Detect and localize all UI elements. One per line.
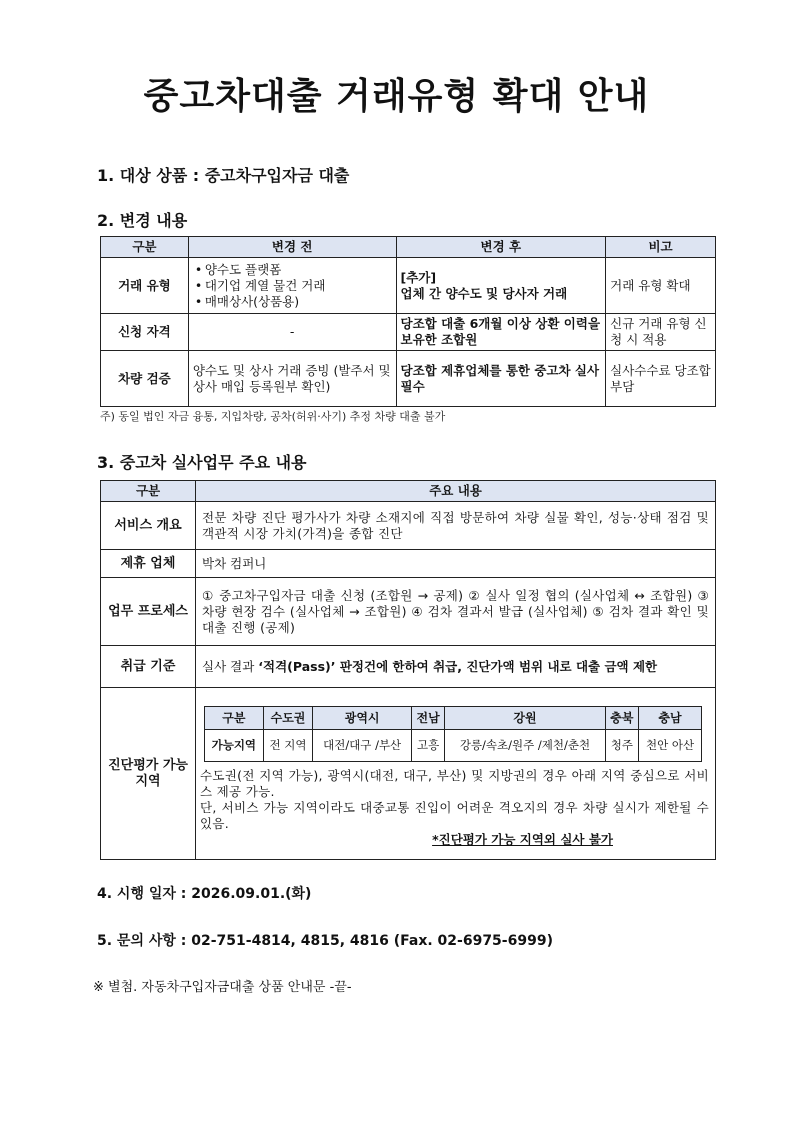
row-label-service: 서비스 개요 xyxy=(101,502,196,550)
header-content: 주요 내용 xyxy=(196,481,716,502)
regions-warning: *진단평가 가능 지역외 실사 불가 xyxy=(432,832,613,847)
region-header: 충북 xyxy=(605,707,638,730)
regions-cell xyxy=(196,688,716,860)
section-contact: 5. 문의 사항 : 02-751-4814, 4815, 4816 (Fax. 02-6975-6999) xyxy=(97,933,553,949)
partner-name: 박차 컴퍼니 xyxy=(196,550,716,578)
region-header: 충남 xyxy=(639,707,702,730)
header-category: 구분 xyxy=(101,481,196,502)
list-item: • 양수도 플랫폼 xyxy=(205,262,392,278)
remark-eligibility: 신규 거래 유형 신청 시 적용 xyxy=(606,314,716,351)
before-eligibility: - xyxy=(188,314,396,351)
remark-trade-type: 거래 유형 확대 xyxy=(606,258,716,314)
attachment-note: ※ 별첨. 자동차구입자금대출 상품 안내문 -끝- xyxy=(93,980,352,995)
header-after: 변경 후 xyxy=(396,237,606,258)
remark-vehicle-check: 실사수수료 당조합 부담 xyxy=(606,351,716,407)
region-cell: 청주 xyxy=(605,730,638,762)
region-header: 수도권 xyxy=(263,707,313,730)
section-target-product: 1. 대상 상품 : 중고차구입자금 대출 xyxy=(97,166,350,185)
region-cell: 가능지역 xyxy=(205,730,264,762)
before-vehicle-check: 양수도 및 상사 거래 증빙 (발주서 및 상사 매입 등록원부 확인) xyxy=(188,351,396,407)
after-vehicle-check: 당조합 제휴업체를 통한 중고차 실사 필수 xyxy=(396,351,606,407)
region-cell: 강릉/속초/원주 /제천/춘천 xyxy=(445,730,605,762)
criteria-bold: ‘적격(Pass)’ 판정건에 한하여 취급, 진단가액 범위 내로 대출 금액 제한 xyxy=(258,658,658,674)
regions-table xyxy=(204,706,702,762)
row-label-process: 업무 프로세스 xyxy=(101,578,196,646)
before-trade-type xyxy=(188,258,396,314)
criteria-prefix: 실사 결과 xyxy=(202,658,259,674)
section-changes: 2. 변경 내용 xyxy=(97,211,188,230)
inspection-table xyxy=(100,480,716,860)
region-header: 전남 xyxy=(411,707,444,730)
row-label-trade-type: 거래 유형 xyxy=(101,258,189,314)
page-title: 중고차대출 거래유형 확대 안내 xyxy=(143,76,650,117)
added-tag: [추가] xyxy=(400,269,437,285)
list-item: • 대기업 계열 물건 거래 xyxy=(205,278,392,294)
row-label-vehicle-check: 차량 검증 xyxy=(101,351,189,407)
region-header: 구분 xyxy=(205,707,264,730)
criteria-text xyxy=(196,646,716,688)
row-label-criteria: 취급 기준 xyxy=(101,646,196,688)
header-before: 변경 전 xyxy=(188,237,396,258)
section-inspection: 3. 중고차 실사업무 주요 내용 xyxy=(97,453,307,472)
region-cell: 대전/대구 /부산 xyxy=(313,730,411,762)
region-cell: 전 지역 xyxy=(263,730,313,762)
after-eligibility: 당조합 대출 6개월 이상 상환 이력을 보유한 조합원 xyxy=(396,314,606,351)
service-description: 전문 차량 진단 평가사가 차량 소재지에 직접 방문하여 차량 실물 확인, 성능·상태 점검 및 객관적 시장 가치(가격)을 종합 진단 xyxy=(196,502,716,550)
row-label-eligibility: 신청 자격 xyxy=(101,314,189,351)
regions-text-2: 단, 서비스 가능 지역이라도 대중교통 진입이 어려운 격오지의 경우 차량 실시가 제한될 수 있음. xyxy=(200,800,709,831)
region-cell: 고흥 xyxy=(411,730,444,762)
regions-text-1: 수도권(전 지역 가능), 광역시(대전, 대구, 부산) 및 지방권의 경우 아래 지역 중심으로 서비스 제공 가능. xyxy=(200,768,709,799)
region-header: 강원 xyxy=(445,707,605,730)
region-header: 광역시 xyxy=(313,707,411,730)
changes-table xyxy=(100,236,716,407)
process-steps: ① 중고차구입자금 대출 신청 (조합원 → 공제) ② 실사 일정 협의 (실사업체 ↔ 조합원) ③ 차량 현장 검수 (실사업체 → 조합원) ④ 검차 결과서 발급 (실사업체) ⑤ 검차 결과 확인 및 대출 진행 (공제) xyxy=(196,578,716,646)
list-item: • 매매상사(상품용) xyxy=(205,294,392,310)
region-cell: 천안 아산 xyxy=(639,730,702,762)
header-category: 구분 xyxy=(101,237,189,258)
table-footnote: 주) 동일 법인 자금 융통, 지입차량, 공차(허위·사기) 추정 차량 대출 불가 xyxy=(100,410,446,423)
header-remarks: 비고 xyxy=(606,237,716,258)
section-effective-date: 4. 시행 일자 : 2026.09.01.(화) xyxy=(97,886,312,902)
added-text: 업체 간 양수도 및 당사자 거래 xyxy=(400,285,568,301)
row-label-partner: 제휴 업체 xyxy=(101,550,196,578)
after-trade-type xyxy=(396,258,606,314)
row-label-regions: 진단평가 가능지역 xyxy=(101,688,196,860)
